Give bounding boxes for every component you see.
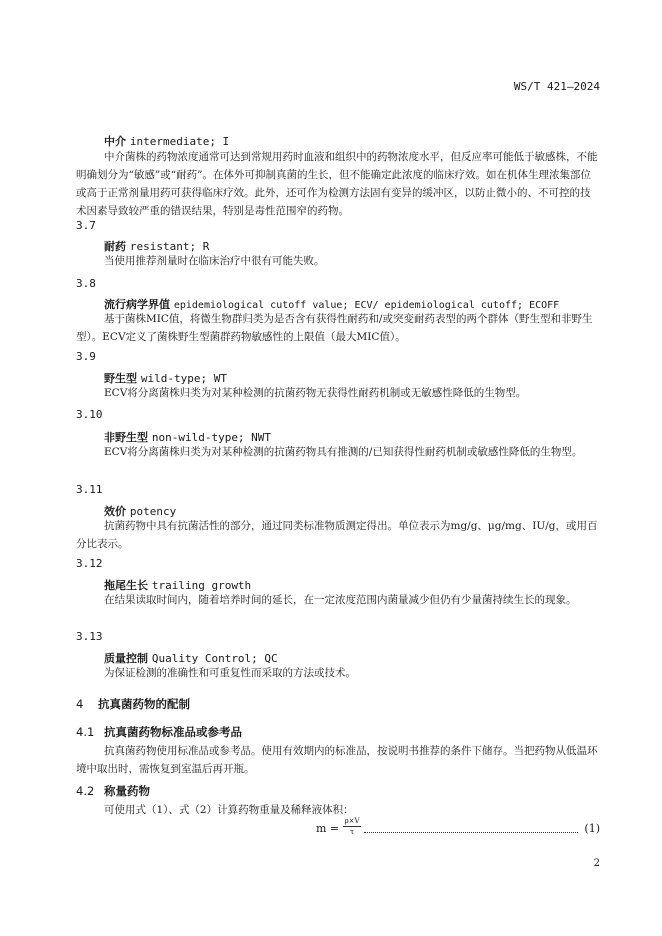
definition-potency: 抗菌药物中具有抗菌活性的部分，通过同类标准物质测定得出。单位表示为mg/g、μg/mg、IU/g，或用百分比表示。 — [76, 520, 598, 550]
section-heading-4 — [76, 696, 190, 712]
definition-non-wild-type: ECV将分离菌株归类为对某种检测的抗菌药物具有推测的/已知获得性耐药机制或敏感性降低的生物型。 — [104, 446, 583, 458]
term-en: intermediate; I — [129, 135, 230, 148]
section-number: 4 — [76, 697, 84, 711]
section-number: 4.2 — [76, 784, 95, 798]
formula-numerator: ρ×V — [344, 817, 360, 825]
definition-intermediate: 中介菌株的药物浓度通常可达到常规用药时血液和组织中的药物浓度水平，但反应率可能低于敏感株，不能明确划分为“敏感”或“耐药”。在体外可抑制真菌的生长，但不能确定此浓度的临床疗效。如在机体生理浓集部位或高于正常剂量用药可获得临床疗效。此外，还可作为检测方法固有变异的缓冲区，以防止微小的、不可控的技术因素导致较严重的错误结果，特别是毒性范围窄的药物。 — [76, 151, 598, 217]
section-heading-4-2 — [76, 783, 150, 799]
term-en: non-wild-type; NWT — [151, 431, 272, 444]
clause-number: 3.7 — [76, 219, 96, 232]
term-zh: 非野生型 — [104, 431, 148, 444]
formula-denominator: τ — [350, 828, 354, 836]
definition-trailing-growth: 在结果读取时间内，随着培养时间的延长，在一定浓度范围内菌量减少但仍有少量菌持续生长的现象。 — [104, 594, 577, 606]
term-zh: 野生型 — [104, 372, 137, 385]
clause-number: 3.9 — [76, 350, 96, 363]
clause-number: 3.11 — [76, 483, 103, 496]
section-title: 称量药物 — [104, 784, 150, 798]
term-intermediate — [104, 133, 229, 149]
section-title: 抗真菌药物标准品或参考品 — [104, 725, 242, 739]
formula-leader-dots — [364, 831, 578, 833]
standard-code: WS/T 421—2024 — [513, 80, 600, 93]
formula-1 — [316, 817, 600, 843]
term-en: epidemiological cutoff value; ECV/ epidemiological cutoff; ECOFF — [173, 300, 560, 311]
clause-number: 3.10 — [76, 408, 103, 421]
term-en: wild-type; WT — [140, 372, 227, 385]
section-heading-4-1 — [76, 724, 242, 740]
term-en: trailing growth — [151, 579, 252, 592]
term-en: potency — [129, 505, 177, 518]
definition-resistant: 当使用推荐剂量时在临床治疗中很有可能失败。 — [104, 255, 325, 267]
page-number: 2 — [593, 858, 600, 869]
term-zh: 中介 — [104, 135, 126, 148]
term-en: resistant; R — [129, 240, 210, 253]
definition-wild-type: ECV将分离菌株归类为对某种检测的抗菌药物无获得性耐药机制或无敏感性降低的生物型。 — [104, 387, 527, 399]
term-zh: 效价 — [104, 505, 126, 518]
clause-number: 3.8 — [76, 277, 96, 290]
formula-lhs: m = — [316, 822, 340, 835]
section-number: 4.1 — [76, 725, 95, 739]
paragraph-4-2: 可使用式（1）、式（2）计算药物重量及稀释液体积： — [104, 804, 354, 816]
term-zh: 耐药 — [104, 240, 126, 253]
formula-label: (1) — [584, 822, 600, 835]
term-zh: 拖尾生长 — [104, 579, 148, 592]
paragraph-4-1: 抗真菌药物使用标准品或参考品。使用有效期内的标准品，按说明书推荐的条件下储存。当把药物从低温环境中取出时，需恢复到室温后再开瓶。 — [76, 745, 598, 775]
definition-quality-control: 为保证检测的准确性和可重复性而采取的方法或技术。 — [104, 667, 356, 679]
term-zh: 流行病学界值 — [104, 298, 170, 311]
definition-ecv: 基于菌株MIC值，将微生物群归类为是否含有获得性耐药和/或突变耐药表型的两个群体（野生型和非野生型）。ECV定义了菌株野生型菌群药物敏感性的上限值（最大MIC值）。 — [76, 313, 593, 343]
clause-number: 3.13 — [76, 630, 103, 643]
term-en: Quality Control; QC — [151, 652, 278, 665]
section-title: 抗真菌药物的配制 — [98, 697, 190, 711]
term-zh: 质量控制 — [104, 652, 148, 665]
clause-number: 3.12 — [76, 557, 103, 570]
